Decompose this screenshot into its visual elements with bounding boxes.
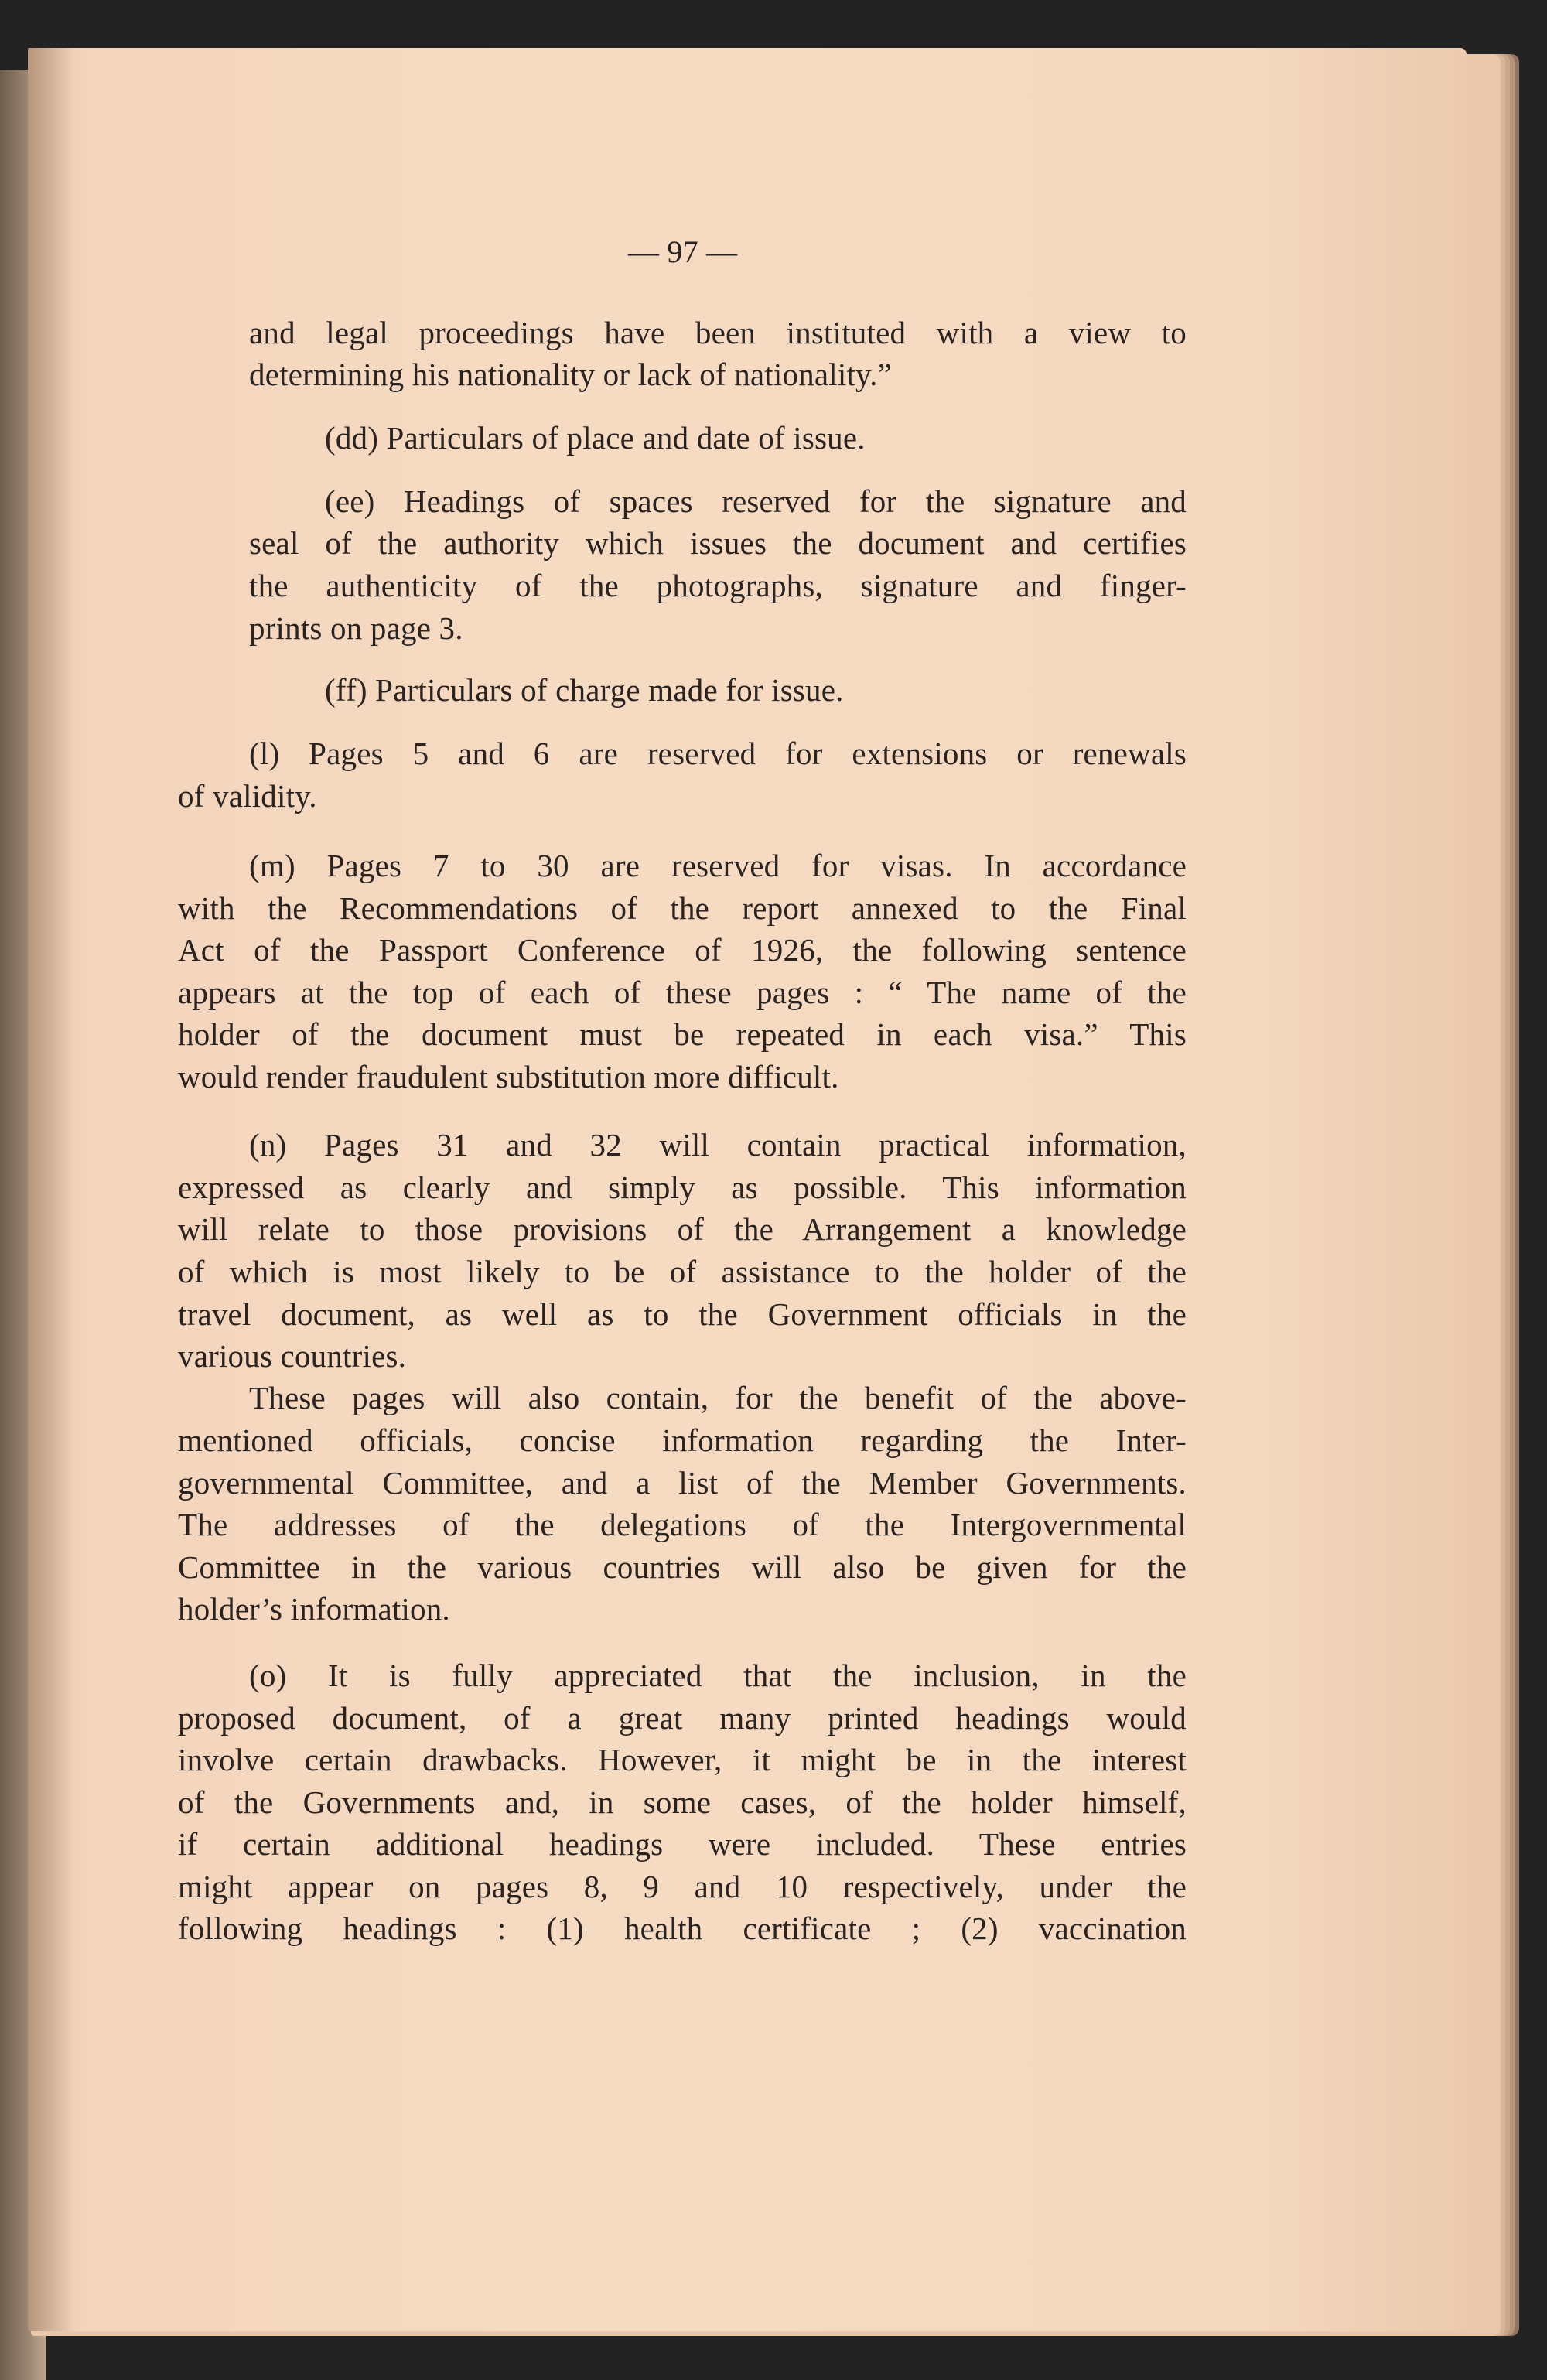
text-line: governmental Committee, and a list of the Member Governments.	[178, 1465, 1187, 1501]
text-line: appears at the top of each of these pages : “ The name of the	[178, 975, 1187, 1010]
text-line: holder of the document must be repeated in each visa.” This	[178, 1016, 1187, 1052]
text-line: travel document, as well as to the Government officials in the	[178, 1296, 1187, 1332]
text-line: Act of the Passport Conference of 1926, the following sentence	[178, 932, 1187, 968]
text-line: might appear on pages 8, 9 and 10 respectively, under the	[178, 1869, 1187, 1904]
text-line: of which is most likely to be of assistance to the holder of the	[178, 1254, 1187, 1289]
text-line: would render fraudulent substitution more difficult.	[178, 1059, 839, 1094]
text-line: seal of the authority which issues the document and certifies	[249, 525, 1187, 561]
text-line: following headings : (1) health certificate ; (2) vaccination	[178, 1910, 1187, 1946]
text-line: of the Governments and, in some cases, of the holder himself,	[178, 1784, 1187, 1820]
text-line: (m) Pages 7 to 30 are reserved for visas. In accordance	[249, 848, 1187, 883]
text-line: of validity.	[178, 778, 317, 814]
text-line: (o) It is fully appreciated that the inclusion, in the	[249, 1658, 1187, 1693]
text-line: (ff) Particulars of charge made for issue.	[325, 672, 844, 708]
text-line: if certain additional headings were included. These entries	[178, 1826, 1187, 1862]
text-line: These pages will also contain, for the benefit of the above-	[249, 1380, 1187, 1415]
text-line: with the Recommendations of the report annexed to the Final	[178, 890, 1187, 926]
text-line: (n) Pages 31 and 32 will contain practical information,	[249, 1127, 1187, 1163]
text-line: mentioned officials, concise information regarding the Inter-	[178, 1422, 1187, 1458]
text-line: will relate to those provisions of the Arrangement a knowledge	[178, 1211, 1187, 1247]
text-line: expressed as clearly and simply as possible. This information	[178, 1170, 1187, 1205]
text-line: proposed document, of a great many printed headings would	[178, 1700, 1187, 1736]
text-line: determining his nationality or lack of nationality.”	[249, 357, 892, 392]
text-line: holder’s information.	[178, 1591, 450, 1627]
page-number: — 97 —	[628, 234, 738, 269]
text-line: the authenticity of the photographs, signature and finger-	[249, 568, 1187, 603]
text-line: involve certain drawbacks. However, it might be in the interest	[178, 1742, 1187, 1777]
text-line: prints on page 3.	[249, 610, 463, 646]
text-line: (dd) Particulars of place and date of issue.	[325, 420, 866, 456]
text-line: Committee in the various countries will also be given for the	[178, 1549, 1187, 1585]
text-line: The addresses of the delegations of the Intergovernmental	[178, 1507, 1187, 1542]
text-line: (l) Pages 5 and 6 are reserved for extensions or renewals	[249, 736, 1187, 771]
text-line: various countries.	[178, 1338, 407, 1374]
text-line: and legal proceedings have been instituted with a view to	[249, 315, 1187, 350]
text-line: (ee) Headings of spaces reserved for the signature and	[325, 483, 1187, 519]
